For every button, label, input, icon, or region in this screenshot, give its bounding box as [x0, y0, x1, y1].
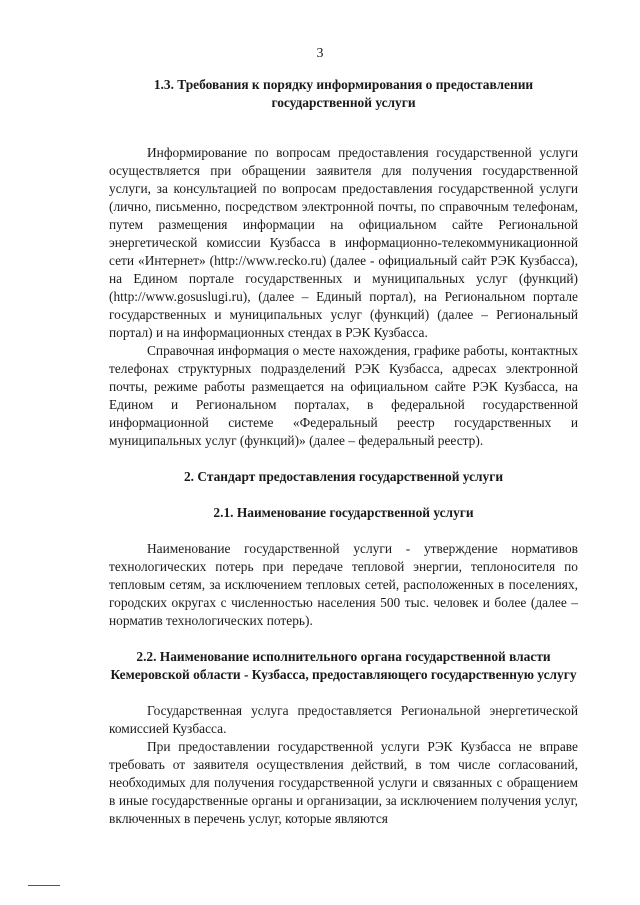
section-2-1-heading: 2.1. Наименование государственной услуги — [213, 505, 474, 520]
section-2-1-paragraph: Наименование государственной услуги - утверждение нормативов технологических потерь при передаче тепловой энергии, теплоносителя по тепловым сетям, за исключением тепловых сетей, расположенных в поселениях, городских округах с численностью населения 500 тыс. человек и более (далее – норматив технологических потерь). — [109, 541, 578, 628]
document-body — [109, 76, 578, 828]
footnote-divider — [28, 885, 60, 886]
section-2-heading: 2. Стандарт предоставления государственной услуги — [183, 469, 504, 484]
section-2-2-heading: 2.2. Наименование исполнительного органа государственной власти Кемеровской области - Кузбасса, предоставляющего государственную услугу — [110, 649, 577, 682]
section-2-2-paragraph-2: При предоставлении государственной услуги РЭК Кузбасса не вправе требовать от заявителя осуществления действий, в том числе согласований, необходимых для получения государственной услуги и связанных с обращением в иные государственные органы и организации, за исключением получения услуг, включенных в перечень услуг, которые являются — [109, 739, 578, 826]
section-1-3-paragraph-2: Справочная информация о месте нахождения, графике работы, контактных телефонах структурных подразделений РЭК Кузбасса, адресах электронной почты, режиме работы размещается на официальном сайте РЭК Кузбасса, на Едином и Региональном порталах, в федеральной государственной информационной системе «Федеральный реестр государственных и муниципальных услуг (функций)» (далее – федеральный реестр). — [109, 343, 578, 448]
section-1-3-paragraph-1: Информирование по вопросам предоставления государственной услуги осуществляется при обращении заявителя для получения государственной услуги, за консультацией по вопросам предоставления государственной услуги (лично, письменно, посредством электронной почты, по справочным телефонам, путем размещения информации на официальном сайте Региональной энергетической комиссии Кузбасса в информационно-телекоммуникационной сети «Интернет» (http://www.recko.ru) (далее - официальный сайт РЭК Кузбасса), на Едином портале государственных и муниципальных услуг (функций) (http://www.gosuslugi.ru), (далее – Единый портал), на Региональном портале государственных и муниципальных услуг (функций) (далее – Региональный портал) и на информационных стендах в РЭК Кузбасса. — [109, 145, 578, 340]
section-1-3-heading: 1.3. Требования к порядку информирования о предоставлении государственной услуги — [153, 77, 534, 110]
page-number: 3 — [316, 46, 324, 61]
section-2-2-paragraph-1: Государственная услуга предоставляется Региональной энергетической комиссией Кузбасса. — [109, 703, 578, 736]
